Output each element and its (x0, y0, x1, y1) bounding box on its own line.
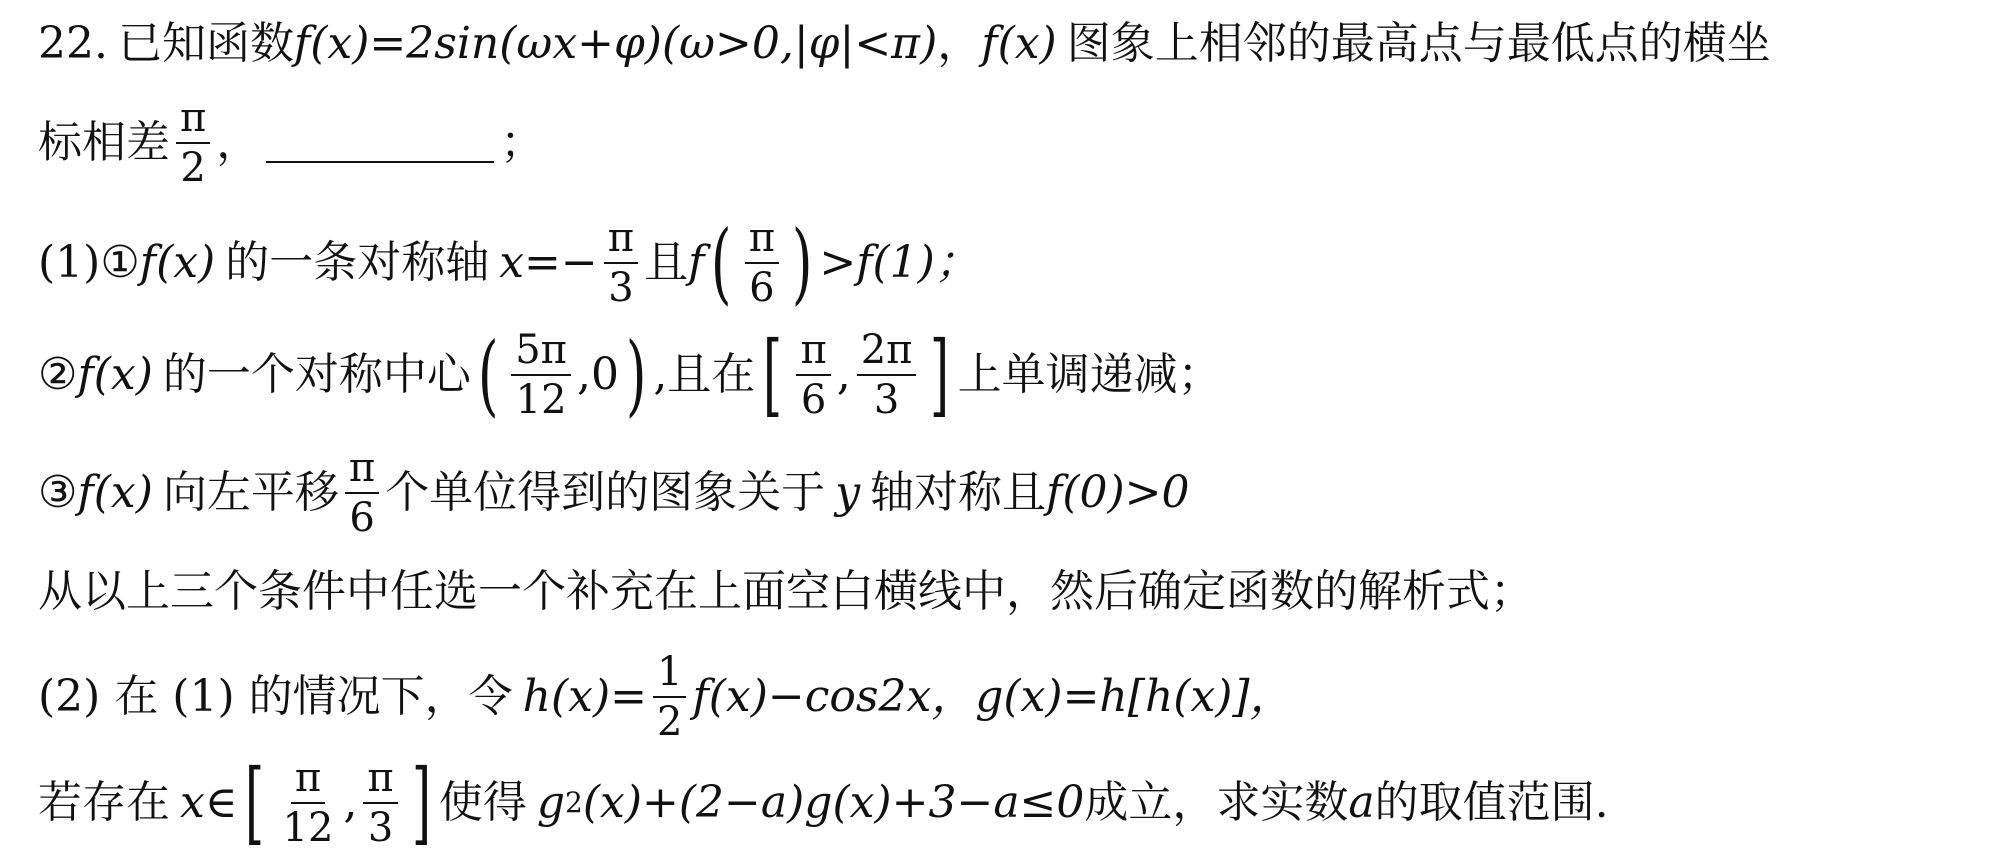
fraction-numerator: π (291, 758, 325, 804)
right-bracket: ] (411, 750, 431, 855)
problem-line-2 (38, 95, 545, 191)
inequality-g: g (536, 777, 566, 828)
condition-3-text-c: 轴对称且 (870, 467, 1047, 518)
condition-3-fx: f(x) (77, 467, 153, 518)
fraction-denominator: 12 (282, 805, 334, 851)
fraction-pi-over-12 (279, 755, 338, 851)
condition-1-line (38, 211, 979, 314)
fraction-numerator: 5π (511, 330, 571, 376)
condition-2-line (38, 322, 1222, 427)
inequality-exponent: 2 (565, 786, 583, 819)
h-definition-b: f(x)−cos2x，g(x)=h[h(x)]， (692, 671, 1294, 722)
fraction-denominator: 2 (180, 145, 206, 191)
left-bracket: [ (763, 322, 783, 427)
comma: , (343, 777, 358, 828)
answer-blank (266, 123, 494, 163)
left-paren: ( (711, 211, 732, 314)
left-bracket: [ (245, 750, 265, 855)
fraction-denominator: 3 (608, 265, 634, 311)
fraction-numerator: π (796, 330, 830, 376)
fraction-denominator: 12 (515, 377, 567, 423)
h-definition-a: h(x)= (522, 671, 647, 722)
condition-2-center-tail: ,0 (576, 349, 619, 400)
condition-3-line (38, 445, 1190, 541)
fraction-denominator: 6 (800, 377, 827, 423)
intro-text-d: 标相差 (38, 117, 170, 168)
fraction-numerator: 1 (653, 652, 686, 698)
right-paren: ) (625, 323, 647, 426)
fraction-numerator: 2π (857, 330, 917, 376)
exists-text-b: 使得 (438, 777, 527, 828)
instruction-line (38, 566, 1534, 617)
fraction-denominator: 6 (349, 495, 375, 541)
intro-text-b: ， (937, 18, 982, 69)
condition-1-text-a: 的一条对称轴 (225, 237, 490, 288)
intro-text-a: 已知函数 (117, 18, 294, 69)
exists-text-a: 若存在 (38, 777, 170, 828)
fraction-numerator: π (176, 98, 210, 144)
condition-2-text-a: 的一个对称中心 (162, 349, 471, 400)
condition-3-text-a: 向左平移 (162, 467, 339, 518)
exists-a-variable: a (1348, 777, 1375, 828)
fraction-numerator: π (363, 758, 397, 804)
part-2-prefix: (2) 在 (1) 的情况下，令 (38, 671, 513, 722)
intro-text-e: ， (216, 117, 261, 168)
exists-x: x∈ (180, 777, 238, 828)
function-fx: f(x) (981, 18, 1057, 69)
fraction-1-over-2 (653, 649, 686, 745)
fraction-pi-over-6 (745, 215, 779, 311)
part-2-line-2 (38, 750, 1609, 855)
inequality-rest: (x)+(2−a)g(x)+3−a≤0 (582, 777, 1085, 828)
problem-number: 22. (38, 18, 108, 69)
right-bracket: ] (930, 322, 950, 427)
comma: , (836, 349, 851, 400)
condition-1-fx: f(x) (139, 237, 216, 288)
fraction-pi-over-6 (796, 327, 830, 423)
fraction-numerator: π (604, 218, 638, 264)
fraction-numerator: π (745, 218, 779, 264)
condition-2-text-c: 上单调递减； (957, 349, 1222, 400)
fraction-numerator: π (345, 448, 379, 494)
right-paren: ) (791, 211, 813, 314)
condition-3-y: y (835, 467, 861, 518)
fraction-2pi-over-3 (857, 327, 917, 423)
fraction-pi-over-3 (363, 755, 397, 851)
fraction-denominator: 2 (656, 699, 683, 745)
instruction-text: 从以上三个条件中任选一个补充在上面空白横线中，然后确定函数的解析式； (38, 566, 1534, 617)
fraction-5pi-over-12 (511, 327, 571, 423)
intro-text-c: 图象上相邻的最高点与最低点的横坐 (1066, 18, 1771, 69)
function-definition: f(x)=2sin(ωx+φ)(ω>0,|φ|<π) (293, 18, 938, 69)
condition-1-text-b: 且 (644, 237, 689, 288)
problem-line-1 (38, 18, 1771, 69)
fraction-pi-over-3 (604, 215, 638, 311)
fraction-denominator: 6 (749, 265, 775, 311)
part-2-line-1 (38, 649, 1294, 745)
condition-1-tail: >f(1)； (819, 237, 979, 288)
condition-3-prefix: ③ (38, 467, 78, 518)
condition-1-f: f (688, 237, 705, 288)
left-paren: ( (477, 323, 499, 426)
condition-2-fx: f(x) (77, 349, 153, 400)
fraction-pi-over-2 (176, 95, 210, 191)
fraction-denominator: 3 (367, 805, 394, 851)
fraction-pi-over-6 (345, 445, 379, 541)
condition-1-equation: x=− (499, 237, 598, 288)
exists-text-c: 成立，求实数 (1084, 777, 1349, 828)
condition-3-tail: f(0)>0 (1046, 467, 1190, 518)
condition-1-prefix: (1)① (38, 237, 140, 288)
condition-3-text-b: 个单位得到的图象关于 (385, 467, 826, 518)
condition-2-text-b: ,且在 (653, 349, 756, 400)
fraction-denominator: 3 (873, 377, 900, 423)
condition-2-prefix: ② (38, 349, 78, 400)
exists-text-d: 的取值范围. (1374, 777, 1609, 828)
intro-text-f: ； (500, 117, 545, 168)
